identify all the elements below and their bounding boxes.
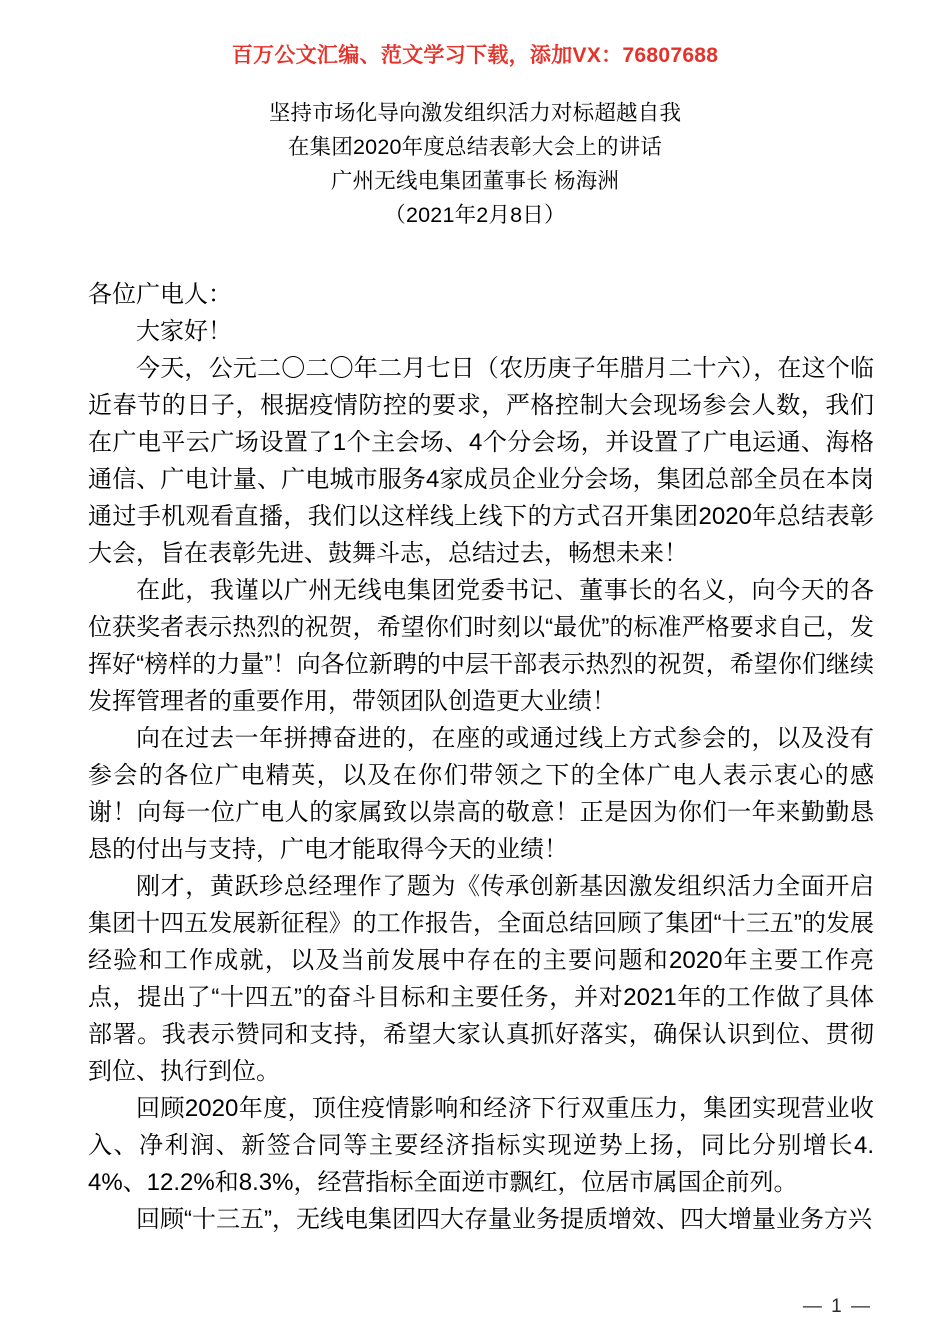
paragraph-greeting: 大家好！ — [136, 318, 232, 345]
paragraph-review-2020: 回顾2020年度，顶住疫情影响和经济下行双重压力，集团实现营业收入、净利润、新签合同等主要经济指标实现逆势上扬，同比分别增长4.4%、12.2%和8.3%，经营指标全面逆市飘红，位居市属国企前列。 — [88, 1095, 874, 1196]
document-body — [88, 276, 874, 1238]
title-line-3: 广州无线电集团董事长 杨海洲 — [330, 169, 620, 193]
promo-banner-text: 百万公文汇编、范文学习下载，添加VX：76807688 — [231, 44, 719, 67]
paragraph-congratulations: 在此，我谨以广州无线电集团党委书记、董事长的名义，向今天的各位获奖者表示热烈的祝贺，希望你们时刻以“最优”的标准严格要求自己，发挥好“榜样的力量”！向各位新聘的中层干部表示热烈的祝贺，希望你们继续发挥管理者的重要作用，带领团队创造更大业绩！ — [88, 577, 874, 715]
paragraph-opening: 今天，公元二〇二〇年二月七日（农历庚子年腊月二十六），在这个临近春节的日子，根据疫情防控的要求，严格控制大会现场参会人数，我们在广电平云广场设置了1个主会场、4个分会场，并设置了广电运通、海格通信、广电计量、广电城市服务4家成员企业分会场，集团总部全员在本岗通过手机观看直播，我们以这样线上线下的方式召开集团2020年总结表彰大会，旨在表彰先进、鼓舞斗志，总结过去，畅想未来！ — [88, 355, 874, 567]
paragraph-thanks: 向在过去一年拼搏奋进的，在座的或通过线上方式参会的，以及没有参会的各位广电精英，以及在你们带领之下的全体广电人表示衷心的感谢！向每一位广电人的家属致以崇高的敬意！正是因为你们一年来勤勤恳恳的付出与支持，广电才能取得今天的业绩！ — [88, 725, 874, 863]
title-line-4: （2021年2月8日） — [384, 203, 566, 227]
title-line-1: 坚持市场化导向激发组织活力对标超越自我 — [268, 101, 682, 125]
paragraph-report: 刚才，黄跃珍总经理作了题为《传承创新基因激发组织活力全面开启集团十四五发展新征程》的工作报告，全面总结回顾了集团“十三五”的发展经验和工作成就，以及当前发展中存在的主要问题和2020年主要工作亮点，提出了“十四五”的奋斗目标和主要任务，并对2021年的工作做了具体部署。我表示赞同和支持，希望大家认真抓好落实，确保认识到位、贯彻到位、执行到位。 — [88, 873, 874, 1085]
paragraph-salutation: 各位广电人： — [88, 281, 232, 308]
document-title-block — [0, 96, 950, 232]
page-number: — 1 — — [802, 1296, 872, 1317]
paragraph-review-135: 回顾“十三五”，无线电集团四大存量业务提质增效、四大增量业务方兴 — [136, 1206, 872, 1233]
title-line-2: 在集团2020年度总结表彰大会上的讲话 — [287, 135, 663, 159]
